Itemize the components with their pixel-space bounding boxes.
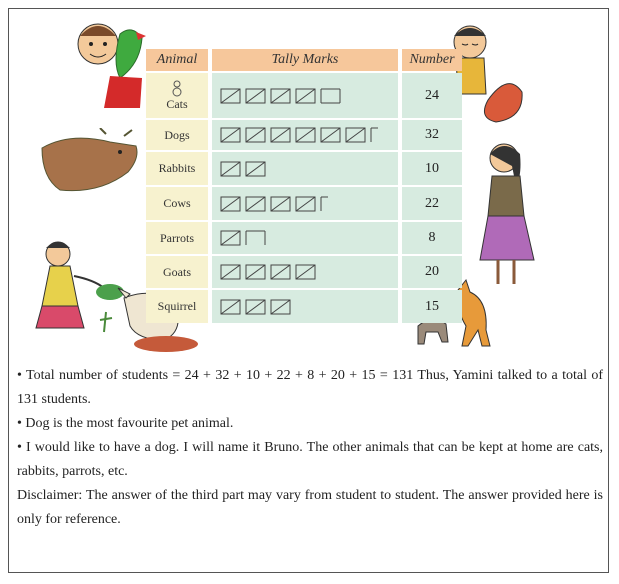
header-animal: Animal: [146, 49, 208, 71]
boy-with-parrot-illustration: [70, 14, 150, 109]
number-cell: 10: [402, 152, 462, 185]
header-tally-marks: Tally Marks: [212, 49, 398, 71]
table-row: [146, 187, 462, 220]
tally-group-slash: [271, 197, 290, 211]
tally-group-slash: [221, 89, 240, 103]
tally-group-slash: [246, 265, 265, 279]
tally-group-slash: [271, 300, 290, 314]
tally-group-slash: [246, 197, 265, 211]
tally-cell: [212, 120, 398, 150]
tally-group-slash: [246, 162, 265, 176]
number-cell: 22: [402, 187, 462, 220]
tally-group-slash: [346, 128, 365, 142]
table-row: [146, 73, 462, 118]
number-cell: 8: [402, 222, 462, 254]
animal-cell: Dogs: [146, 120, 208, 150]
tally-marks: [220, 229, 396, 247]
tally-group-slash: [221, 231, 240, 245]
tally-group-slash: [221, 128, 240, 142]
header-number: Number: [402, 49, 462, 71]
girl-with-braids-illustration: [464, 136, 548, 286]
number-cell: 20: [402, 256, 462, 288]
tally-table: [146, 49, 462, 323]
tally-cell: [212, 290, 398, 323]
tally-cell: [212, 152, 398, 185]
answer-own-pet: • I would like to have a dog. I will name it Bruno. The other animals that can be kept at home are cats, rabbits, parrots, etc.: [17, 440, 603, 479]
tally-cell: [212, 73, 398, 118]
tally-group-slash: [296, 89, 315, 103]
table-row: [146, 290, 462, 323]
table-row: [146, 152, 462, 185]
tally-marks: [220, 298, 396, 316]
tally-group-slash: [246, 300, 265, 314]
tally-group-slash: [296, 197, 315, 211]
disclaimer: Disclaimer: The answer of the third part may vary from student to student. The answer provided here is only for reference.: [17, 488, 603, 527]
tally-marks: [220, 126, 396, 144]
animal-cell: Rabbits: [146, 152, 208, 185]
tally-group-slash: [321, 128, 340, 142]
tally-marks: [220, 160, 396, 178]
animal-cell: Parrots: [146, 222, 208, 254]
tally-group-slash: [221, 162, 240, 176]
number-cell: 32: [402, 120, 462, 150]
tally-group-slash: [221, 265, 240, 279]
cat-icon: [170, 79, 184, 97]
tally-group-slash: [246, 128, 265, 142]
answer-total-students: • Total number of students = 24 + 32 + 10 + 22 + 8 + 20 + 15 = 131 Thus, Yamini talked to a total of 131 students.: [17, 368, 603, 407]
answer-favourite-pet: • Dog is the most favourite pet animal.: [17, 416, 234, 431]
tally-cell: [212, 256, 398, 288]
tally-group-slash: [271, 128, 290, 142]
tally-cell: [212, 222, 398, 254]
table-row: [146, 222, 462, 254]
tally-group-slash: [246, 89, 265, 103]
answer-text: [17, 364, 603, 532]
animal-cell: [146, 73, 208, 118]
number-cell: 15: [402, 290, 462, 323]
tally-cell: [212, 187, 398, 220]
animal-cell: Cows: [146, 187, 208, 220]
tally-group-slash: [296, 265, 315, 279]
tally-group-slash: [271, 89, 290, 103]
table-row: [146, 256, 462, 288]
tally-marks: [220, 263, 396, 281]
table-row: [146, 120, 462, 150]
number-cell: 24: [402, 73, 462, 118]
animal-cell: Squirrel: [146, 290, 208, 323]
animal-cell: Goats: [146, 256, 208, 288]
tally-group-slash: [221, 197, 240, 211]
tally-group-slash: [296, 128, 315, 142]
animal-name: Cats: [166, 97, 188, 111]
tally-marks: [220, 87, 396, 105]
cow-illustration: [40, 128, 142, 198]
tally-marks: [220, 195, 396, 213]
tally-group-slash: [271, 265, 290, 279]
tally-group-slash: [221, 300, 240, 314]
